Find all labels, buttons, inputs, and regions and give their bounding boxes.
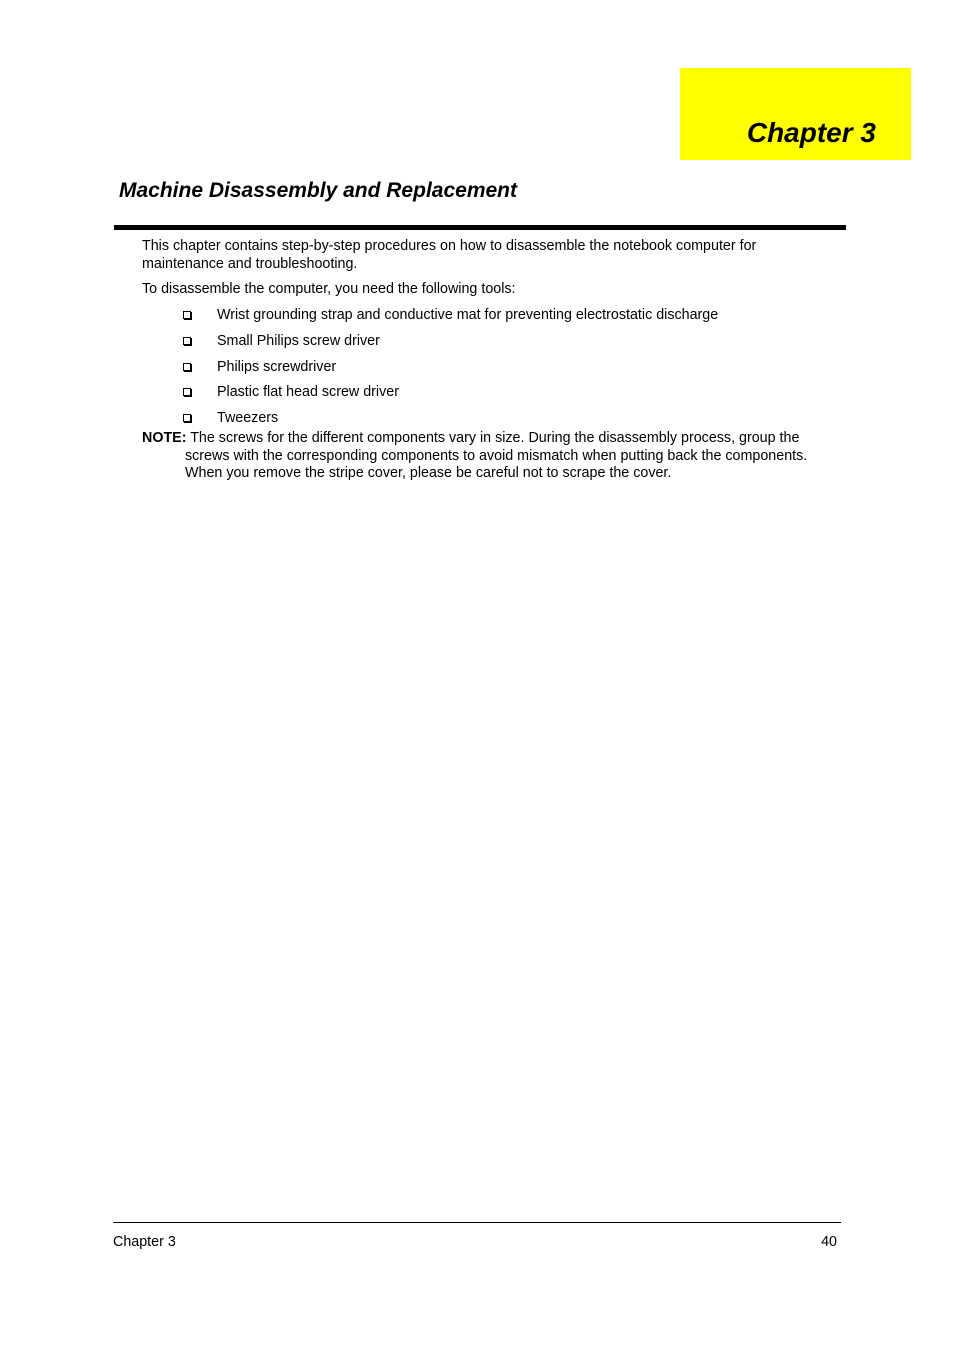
checkbox-square-icon xyxy=(183,388,191,396)
tool-label: Tweezers xyxy=(217,410,279,427)
checkbox-square-icon xyxy=(183,337,191,345)
checkbox-square-icon xyxy=(183,363,191,371)
chapter-banner xyxy=(680,68,911,160)
tool-label: Wrist grounding strap and conductive mat for preventing electrostatic discharge xyxy=(217,307,719,323)
checkbox-square-icon xyxy=(183,414,191,422)
tool-label: Philips screwdriver xyxy=(217,358,337,375)
intro-paragraph-line-1: This chapter contains step-by-step procedures on how to disassemble the notebook computer for xyxy=(142,238,757,254)
intro-paragraph xyxy=(142,237,756,273)
tool-label: Plastic flat head screw driver xyxy=(217,384,399,401)
checkbox-square-icon xyxy=(183,311,191,319)
tools-intro: To disassemble the computer, you need the following tools: xyxy=(142,281,516,297)
note-line-1: The screws for the different components vary in size. During the disassembly process, group the xyxy=(190,430,800,446)
page-number: 40 xyxy=(821,1234,837,1250)
note-line-3: When you remove the stripe cover, please be careful not to scrape the cover. xyxy=(185,465,672,481)
section-title: Machine Disassembly and Replacement xyxy=(119,179,517,202)
note-label: NOTE: xyxy=(142,430,187,446)
footer-divider xyxy=(113,1222,841,1223)
section-divider xyxy=(114,225,846,230)
note-block xyxy=(142,430,807,483)
intro-paragraph-line-2: maintenance and troubleshooting. xyxy=(142,256,358,272)
footer-chapter-label: Chapter 3 xyxy=(113,1234,176,1250)
note-line-2: screws with the corresponding components to avoid mismatch when putting back the components. xyxy=(185,447,808,464)
tool-label: Small Philips screw driver xyxy=(217,332,380,349)
chapter-title: Chapter 3 xyxy=(746,117,876,148)
